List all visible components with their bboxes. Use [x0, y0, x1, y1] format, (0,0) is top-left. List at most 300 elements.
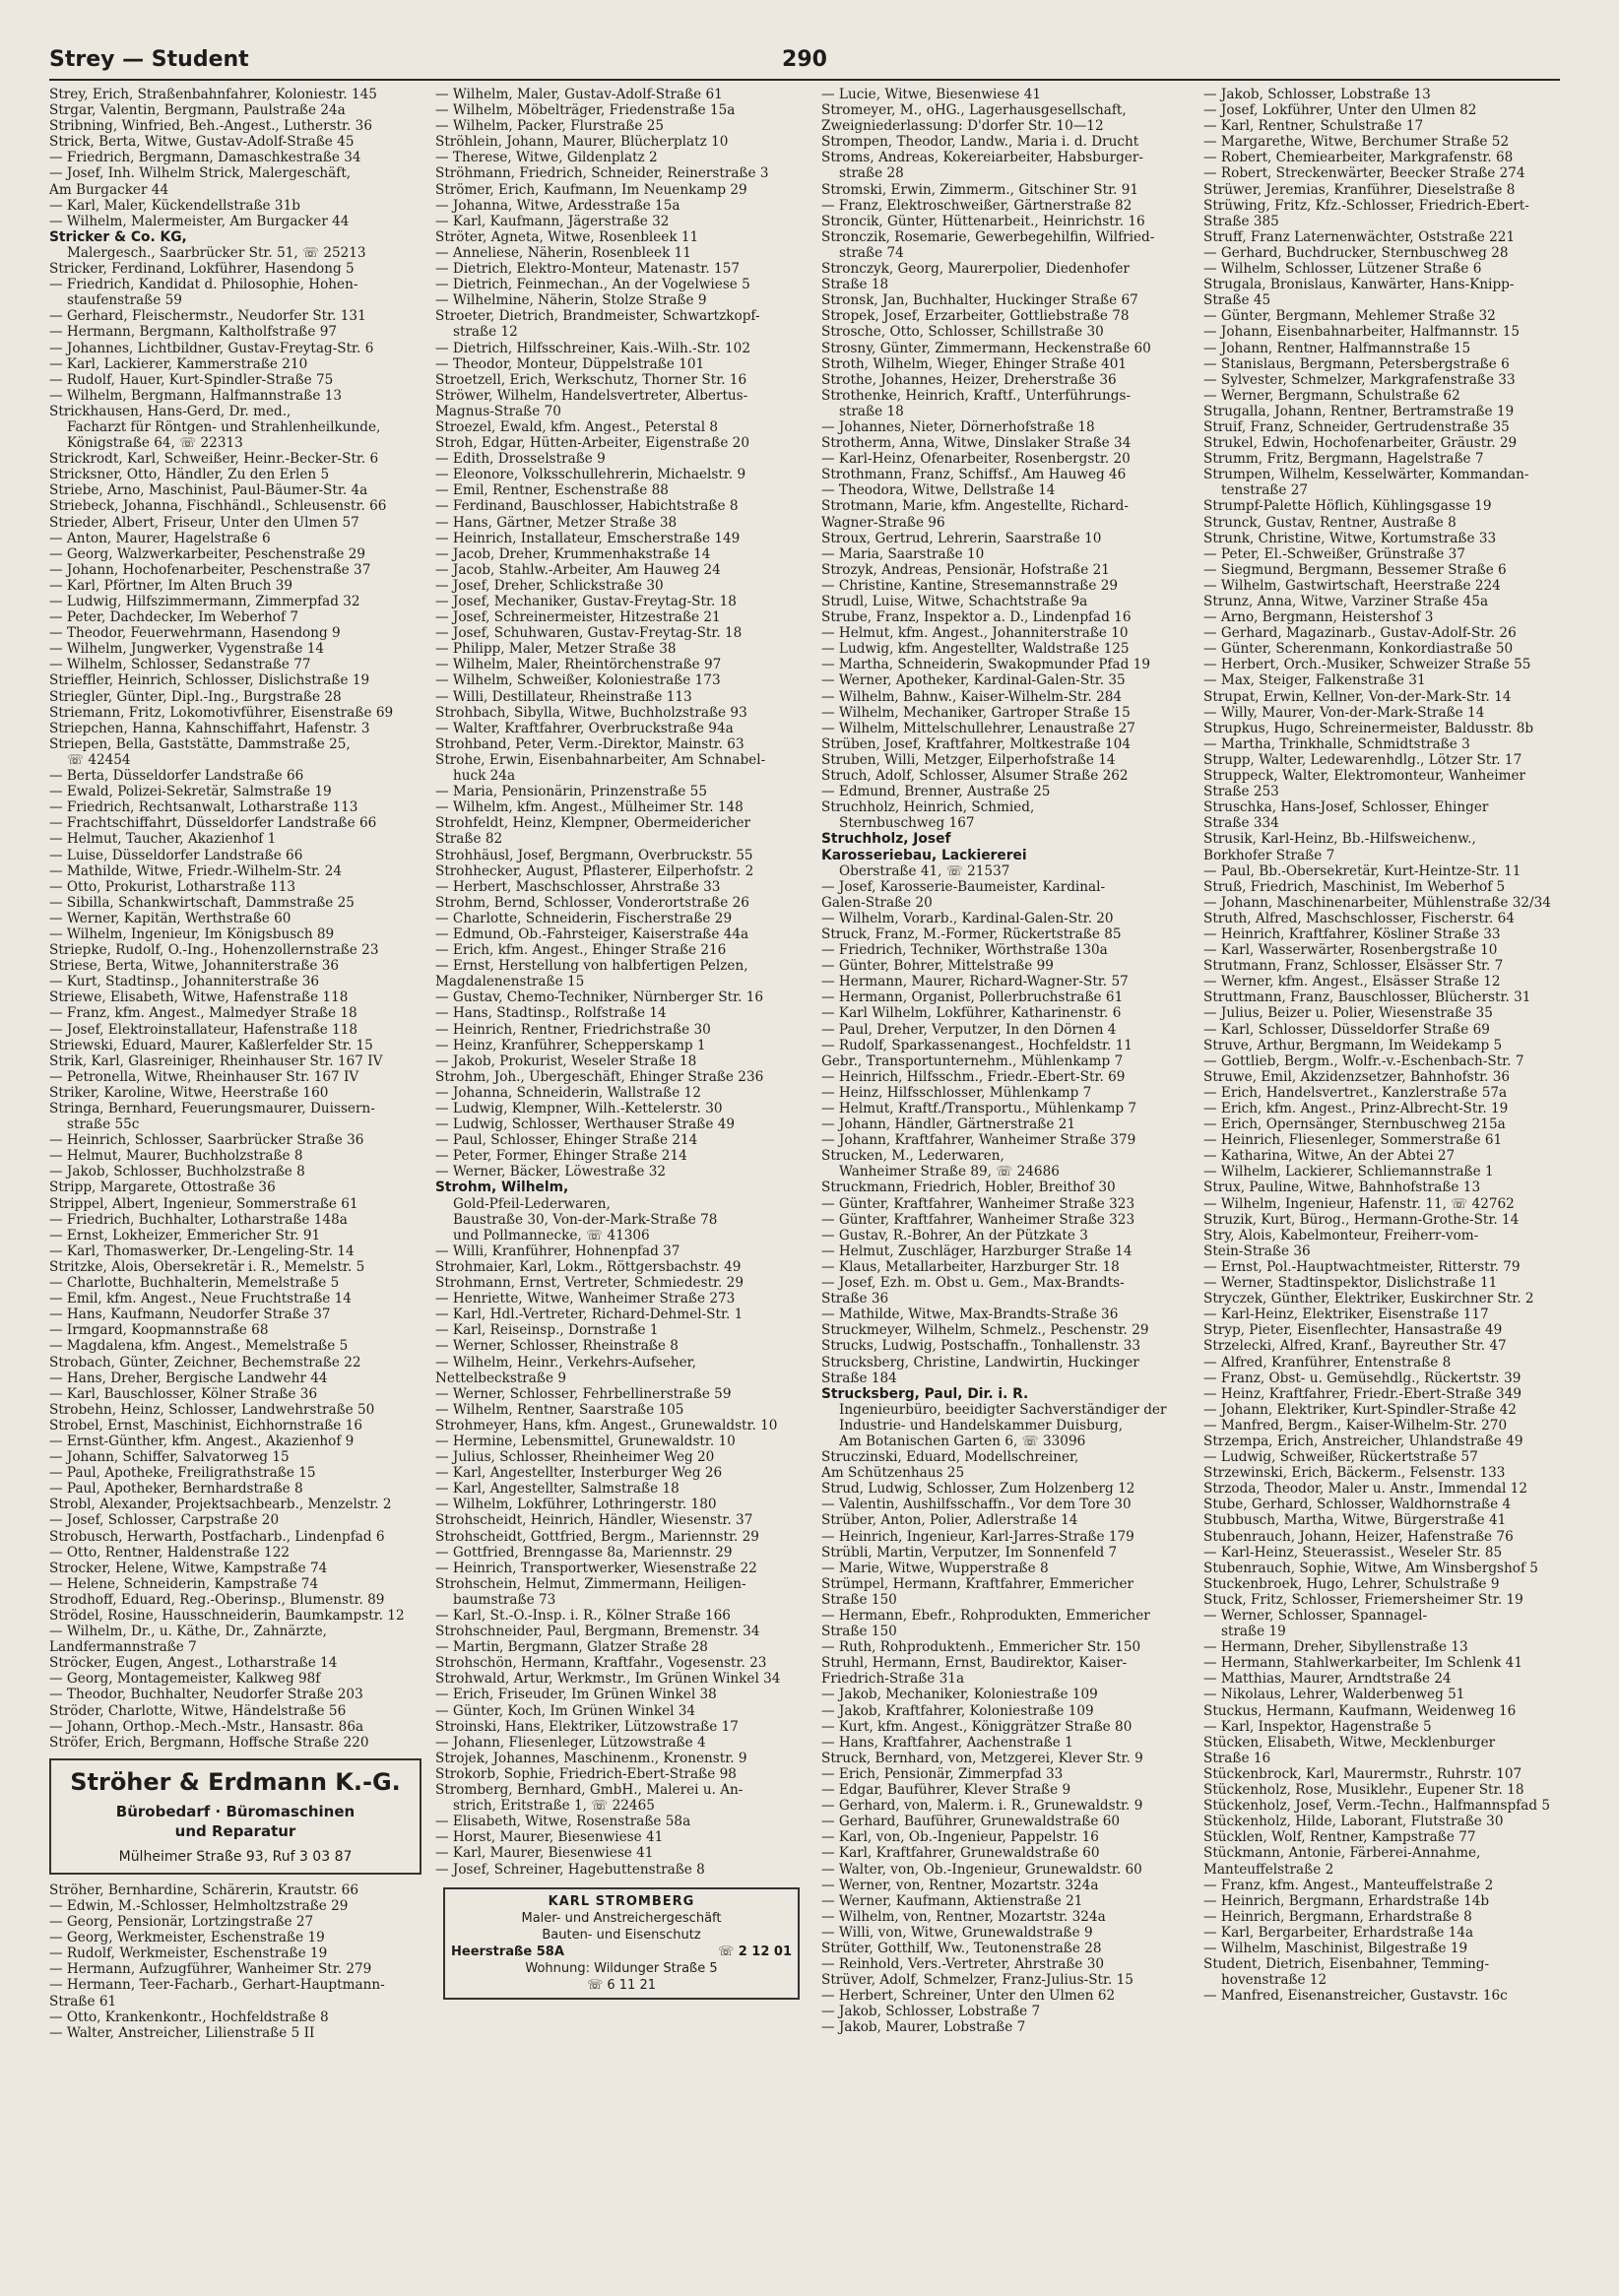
directory-entry: — Paul, Dreher, Verputzer, In den Dörnen 4 [821, 1021, 1117, 1038]
directory-entry: Strothenke, Heinrich, Kraftf., Unterführungs- [821, 387, 1132, 404]
advertisement-stroeher-erdmann [49, 1758, 421, 1875]
ad-row [451, 1944, 792, 1960]
directory-entry: — Heinrich, Schlosser, Saarbrücker Straße 36 [49, 1132, 364, 1149]
directory-entry: — Johannes, Nieter, Dörnerhofstraße 18 [821, 418, 1095, 435]
directory-entry: — Valentin, Aushilfsschaffn., Vor dem Tore 30 [821, 1497, 1132, 1513]
directory-entry: — Werner, Bäcker, Löwestraße 32 [435, 1164, 667, 1180]
directory-entry: Strohhecker, August, Pflasterer, Eilperhofstr. 2 [435, 862, 754, 879]
directory-entry: — Werner, Bergmann, Schulstraße 62 [1203, 387, 1460, 404]
directory-entry: — Wilhelm, von, Rentner, Mozartstr. 324a [821, 1908, 1106, 1925]
directory-entry: Struschka, Hans-Josef, Schlosser, Ehinger [1203, 799, 1489, 816]
directory-entry: Friedrich-Straße 31a [821, 1671, 965, 1688]
column-2 [435, 87, 808, 2282]
directory-entry: — Heinrich, Bergmann, Erhardstraße 8 [1203, 1908, 1472, 1925]
directory-entry: — Heinz, Kraftfahrer, Friedr.-Ebert-Straße 349 [1203, 1385, 1522, 1402]
page-header [49, 45, 1560, 81]
directory-entry: — Jakob, Mechaniker, Koloniestraße 109 [821, 1687, 1098, 1703]
directory-entry: — Theodor, Monteur, Düppelstraße 101 [435, 355, 705, 372]
directory-entry: — Martha, Trinkhalle, Schmidtstraße 3 [1203, 735, 1470, 752]
directory-entry: — Franz, Obst- u. Gemüsehdlg., Rückertstr. 39 [1203, 1370, 1522, 1386]
directory-entry: Strohmeyer, Hans, kfm. Angest., Grunewaldstr. 10 [435, 1417, 778, 1434]
directory-entry: — Otto, Rentner, Haldenstraße 122 [49, 1544, 290, 1561]
directory-entry: — Karl, Bergarbeiter, Erhardstraße 14a [1203, 1924, 1474, 1941]
directory-entry: Striebeck, Johanna, Fischhändl., Schleusenstr. 66 [49, 498, 387, 515]
directory-entry: Strupat, Erwin, Kellner, Von-der-Mark-Str. 14 [1203, 688, 1512, 705]
ad-address: Mülheimer Straße 93, Ruf 3 03 87 [118, 1848, 353, 1865]
directory-entry: — Frachtschiffahrt, Düsseldorfer Landstraße 66 [49, 815, 377, 832]
directory-entry: — Heinrich, Hilfsschm., Friedr.-Ebert-Str. 69 [821, 1068, 1126, 1085]
directory-entry: — Hans, Stadtinsp., Rolfstraße 14 [435, 1005, 667, 1022]
directory-entry: Stropek, Josef, Erzarbeiter, Gottliebstraße 78 [821, 308, 1130, 325]
directory-entry: — Wilhelm, Jungwerker, Vygenstraße 14 [49, 641, 325, 658]
directory-entry: Strumpen, Wilhelm, Kesselwärter, Kommandan- [1203, 467, 1529, 483]
directory-entry: Strosche, Otto, Schlosser, Schillstraße 30 [821, 324, 1104, 341]
directory-entry: — Gustav, Chemo-Techniker, Nürnberger Str. 16 [435, 989, 764, 1006]
directory-entry: — Johann, Schiffer, Salvatorweg 15 [49, 1449, 290, 1466]
directory-entry: — Wilhelm, Ingenieur, Im Königsbusch 89 [49, 925, 335, 942]
directory-entry: — Georg, Montagemeister, Kalkweg 98f [49, 1671, 321, 1688]
directory-entry: Struben, Willi, Metzger, Eilperhofstraße 14 [821, 751, 1116, 768]
directory-entry: — Gottfried, Brenngasse 8a, Mariennstr. 29 [435, 1544, 733, 1561]
directory-entry: Strucks, Ludwig, Postschaffn., Tonhallenstr. 33 [821, 1338, 1141, 1355]
directory-entry: — Ludwig, Schweißer, Rückertstraße 57 [1203, 1449, 1478, 1466]
directory-entry: Struck, Franz, M.-Former, Rückertstraße 85 [821, 925, 1122, 942]
directory-entry: Strube, Franz, Inspektor a. D., Lindenpfad 16 [821, 609, 1132, 626]
directory-entry: Struchholz, Heinrich, Schmied, [821, 799, 1035, 816]
directory-entry: — Philipp, Maler, Metzer Straße 38 [435, 641, 677, 658]
ad-title: KARL STROMBERG [548, 1893, 695, 1909]
directory-entry: Strucksberg, Christine, Landwirtin, Huckinger [821, 1354, 1139, 1371]
directory-entry: — Karl, Kraftfahrer, Grunewaldstraße 60 [821, 1845, 1100, 1862]
directory-entry: — Karl-Heinz, Elektriker, Eisenstraße 117 [1203, 1307, 1489, 1323]
directory-entry: — Emil, Rentner, Eschenstraße 88 [435, 482, 669, 499]
directory-entry: — Wilhelm, Maler, Gustav-Adolf-Straße 61 [435, 87, 723, 102]
directory-entry: — Wilhelm, Vorarb., Kardinal-Galen-Str. 20 [821, 910, 1114, 926]
directory-entry: — Johann, Rentner, Halfmannstraße 15 [1203, 340, 1471, 356]
directory-entry: — Ferdinand, Bauschlosser, Habichtstraße 8 [435, 498, 739, 515]
directory-entry: — Franz, Elektroschweißer, Gärtnerstraße 82 [821, 197, 1133, 214]
directory-entry: Strohscheidt, Heinrich, Händler, Wiesenstr. 37 [435, 1512, 753, 1529]
directory-entry: — Wilhelm, Mittelschullehrer, Lenaustraße 27 [821, 720, 1135, 736]
directory-entry: Strohscheidt, Gottfried, Bergm., Mariennstr. 29 [435, 1528, 759, 1545]
directory-entry: Struczinski, Eduard, Modellschreiner, [821, 1449, 1079, 1466]
directory-entry: straße 74 [839, 244, 904, 261]
directory-entry: Strunk, Christine, Witwe, Kortumstraße 33 [1203, 530, 1497, 546]
directory-entry: — Therese, Witwe, Gildenplatz 2 [435, 150, 658, 166]
directory-entry: Strick, Berta, Witwe, Gustav-Adolf-Straße 45 [49, 134, 355, 151]
ad-line: und Reparatur [174, 1821, 296, 1840]
directory-entry: — Josef, Ezh. m. Obst u. Gem., Max-Brandts- [821, 1275, 1125, 1292]
ad-title: Ströher & Erdmann K.-G. [70, 1767, 401, 1796]
directory-entry: — Edmund, Ob.-Fahrsteiger, Kaiserstraße 44a [435, 925, 749, 942]
directory-entry: Struck, Bernhard, von, Metzgerei, Klever Str. 9 [821, 1750, 1143, 1766]
directory-entry: Strothmann, Franz, Schiffsf., Am Hauweg 46 [821, 467, 1127, 483]
directory-entry: — Walter, Kraftfahrer, Overbruckstraße 94a [435, 720, 734, 736]
directory-entry: — Karl, Hdl.-Vertreter, Richard-Dehmel-Str. 1 [435, 1307, 744, 1323]
directory-entry: straße 19 [1221, 1624, 1286, 1640]
directory-entry: — Georg, Pensionär, Lortzingstraße 27 [49, 1914, 314, 1931]
directory-entry: — Günter, Kraftfahrer, Wanheimer Straße 323 [821, 1211, 1135, 1228]
directory-entry: — Hermann, Dreher, Sibyllenstraße 13 [1203, 1639, 1468, 1656]
directory-entry-heading: Strucksberg, Paul, Dir. i. R. [821, 1385, 1029, 1402]
directory-entry: — Charlotte, Schneiderin, Fischerstraße 29 [435, 910, 733, 926]
directory-entry: — Helmut, Taucher, Akazienhof 1 [49, 831, 277, 848]
directory-entry: — Wilhelm, Dr., u. Käthe, Dr., Zahnärzte, [49, 1624, 327, 1640]
directory-entry: — Martin, Bergmann, Glatzer Straße 28 [435, 1639, 708, 1656]
directory-entry: — Werner, Schlosser, Rheinstraße 8 [435, 1338, 679, 1355]
directory-entry: — Gerhard, Bauführer, Grunewaldstraße 60 [821, 1814, 1121, 1830]
directory-entry: Striese, Berta, Witwe, Johanniterstraße 36 [49, 958, 340, 975]
directory-entry: — Mathilde, Witwe, Friedr.-Wilhelm-Str. 24 [49, 862, 343, 879]
directory-entry: Ströwer, Wilhelm, Handelsvertreter, Albertus- [435, 387, 748, 404]
directory-entry: Stubbusch, Martha, Witwe, Bürgerstraße 41 [1203, 1512, 1507, 1529]
directory-entry: — Heinrich, Fliesenleger, Sommerstraße 61 [1203, 1132, 1503, 1149]
directory-entry: — Dietrich, Elektro-Monteur, Matenastr. 157 [435, 261, 741, 278]
directory-entry: Strüben, Josef, Kraftfahrer, Moltkestraße 104 [821, 735, 1131, 752]
directory-entry: — Arno, Bergmann, Heistershof 3 [1203, 609, 1434, 626]
directory-entry: Wanheimer Straße 89, ☏ 24686 [839, 1164, 1060, 1180]
directory-entry: — Wilhelm, Möbelträger, Friedenstraße 15a [435, 102, 736, 119]
directory-entry: Stückenholz, Rose, Musiklehr., Eupener Str. 18 [1203, 1782, 1524, 1799]
directory-entry: Ströhlein, Johann, Maurer, Blücherplatz 10 [435, 134, 729, 151]
directory-entry: — Erich, Friseuder, Im Grünen Winkel 38 [435, 1687, 717, 1703]
directory-entry: — Karl, Reiseinsp., Dornstraße 1 [435, 1322, 659, 1339]
directory-entry: Stripp, Margarete, Ottostraße 36 [49, 1180, 276, 1196]
directory-entry: Strüver, Adolf, Schmelzer, Franz-Julius-Str. 15 [821, 1972, 1133, 1989]
directory-entry: — Friedrich, Kandidat d. Philosophie, Hohen- [49, 277, 358, 293]
directory-entry: Strokorb, Sophie, Friedrich-Ebert-Straße 98 [435, 1765, 737, 1782]
directory-entry: — Ernst, Pol.-Hauptwachtmeister, Ritterstr. 79 [1203, 1258, 1521, 1275]
directory-entry: — Karl, Bauschlosser, Kölner Straße 36 [49, 1385, 318, 1402]
directory-entry: — Horst, Maurer, Biesenwiese 41 [435, 1829, 664, 1846]
directory-entry: ☏ 42454 [67, 751, 131, 768]
directory-entry: Striker, Karoline, Witwe, Heerstraße 160 [49, 1084, 329, 1101]
directory-entry: — Alfred, Kranführer, Entenstraße 8 [1203, 1354, 1452, 1371]
directory-entry: Strunz, Anna, Witwe, Varziner Straße 45a [1203, 594, 1489, 609]
directory-entry: Stubenrauch, Sophie, Witwe, Am Winsbergshof 5 [1203, 1560, 1538, 1576]
directory-entry: Strocker, Helene, Witwe, Kampstraße 74 [49, 1560, 328, 1576]
directory-entry: — Dietrich, Hilfsschreiner, Kais.-Wilh.-Str. 102 [435, 340, 750, 356]
directory-entry: Stücken, Elisabeth, Witwe, Mecklenburger [1203, 1734, 1496, 1751]
directory-entry: Ströhmann, Friedrich, Schneider, Reinerstraße 3 [435, 165, 769, 182]
directory-entry: — Heinrich, Kraftfahrer, Kösliner Straße 33 [1203, 925, 1501, 942]
directory-entry: Stroeter, Dietrich, Brandmeister, Schwartzkopf- [435, 308, 760, 325]
directory-entry: — Josef, Dreher, Schlickstraße 30 [435, 577, 664, 594]
directory-entry: — Erich, Opernsänger, Sternbuschweg 215a [1203, 1116, 1506, 1133]
directory-entry: Am Schützenhaus 25 [821, 1465, 965, 1482]
directory-entry: Strüwing, Fritz, Kfz.-Schlosser, Friedrich-Ebert- [1203, 197, 1529, 214]
directory-entry: — Karl, Pförtner, Im Alten Bruch 39 [49, 577, 292, 594]
directory-entry: straße 28 [839, 165, 904, 182]
directory-entry: Straße 18 [821, 277, 889, 293]
directory-entry: — Johann, Elektriker, Kurt-Spindler-Straße 42 [1203, 1401, 1517, 1418]
directory-entry: — Heinrich, Ingenieur, Karl-Jarres-Straße 179 [821, 1528, 1134, 1545]
directory-entry: tenstraße 27 [1221, 482, 1309, 499]
directory-entry: — Ludwig, kfm. Angestellter, Waldstraße 125 [821, 641, 1130, 658]
directory-entry: — Karl, Wasserwärter, Rosenbergstraße 10 [1203, 942, 1498, 959]
directory-entry: — Josef, Lokführer, Unter den Ulmen 82 [1203, 102, 1477, 119]
directory-entry: — Werner, Schlosser, Spannagel- [1203, 1608, 1428, 1624]
directory-entry: — Gottlieb, Bergm., Wolfr.-v.-Eschenbach-Str. 7 [1203, 1052, 1524, 1069]
directory-entry: Struckmann, Friedrich, Hobler, Breithof 30 [821, 1180, 1116, 1196]
directory-entry: — Friedrich, Buchhalter, Lotharstraße 148a [49, 1211, 348, 1228]
directory-entry: Strik, Karl, Glasreiniger, Rheinhauser Str. 167 IV [49, 1052, 383, 1069]
directory-entry: — Helmut, Zuschläger, Harzburger Straße 14 [821, 1243, 1133, 1259]
directory-entry: — Wilhelm, Bergmann, Halfmannstraße 13 [49, 387, 343, 404]
directory-entry: Stronczik, Rosemarie, Gewerbegehilfin, Wilfried- [821, 228, 1155, 245]
directory-entry: — Hermann, Aufzugführer, Wanheimer Str. 279 [49, 1961, 372, 1978]
directory-entry: Striebe, Arno, Maschinist, Paul-Bäumer-Str. 4a [49, 482, 368, 499]
directory-entry: — Wilhelm, Schlosser, Lützener Straße 6 [1203, 261, 1482, 278]
directory-entry: Straße 385 [1203, 213, 1279, 229]
directory-entry: Stückenholz, Josef, Verm.-Techn., Halfmannspfad 5 [1203, 1798, 1551, 1815]
directory-entry: — Willi, von, Witwe, Grunewaldstraße 9 [821, 1924, 1093, 1941]
directory-entry: — Hans, Kaufmann, Neudorfer Straße 37 [49, 1307, 331, 1323]
directory-entry: — Kurt, Stadtinsp., Johanniterstraße 36 [49, 974, 320, 990]
directory-entry: Magdalenenstraße 15 [435, 974, 585, 990]
directory-entry: — Dietrich, Feinmechan., An der Vogelwiese 5 [435, 277, 750, 293]
directory-entry: — Manfred, Bergm., Kaiser-Wilhelm-Str. 270 [1203, 1417, 1508, 1434]
directory-entry: — Otto, Krankenkontr., Hochfeldstraße 8 [49, 2009, 329, 2025]
directory-entry: — Wilhelm, Heinr., Verkehrs-Aufseher, [435, 1354, 696, 1371]
directory-entry: — Wilhelm, Maler, Rheintörchenstraße 97 [435, 657, 722, 673]
directory-entry: — Josef, Schreinermeister, Hitzestraße 21 [435, 609, 721, 626]
directory-entry: — Nikolaus, Lehrer, Walderbenweg 51 [1203, 1687, 1465, 1703]
directory-entry: — Henriette, Witwe, Wanheimer Straße 273 [435, 1291, 736, 1307]
directory-entry: — Johannes, Lichtbildner, Gustav-Freytag-Str. 6 [49, 340, 374, 356]
directory-entry: — Hermann, Ebefr., Rohprodukten, Emmericher [821, 1608, 1150, 1624]
directory-entry: Strucken, M., Lederwaren, [821, 1148, 1004, 1165]
directory-entry: Stroncik, Günter, Hüttenarbeit., Heinrichstr. 16 [821, 213, 1145, 229]
directory-entry: Stroetzell, Erich, Werkschutz, Thorner Str. 16 [435, 371, 747, 388]
directory-entry: — Emil, kfm. Angest., Neue Fruchtstraße 14 [49, 1291, 352, 1307]
directory-entry: — Paul, Apotheker, Bernhardstraße 8 [49, 1481, 303, 1498]
directory-entry: Magnus-Straße 70 [435, 403, 561, 419]
directory-entry: Stry, Alois, Kabelmonteur, Freiherr-vom- [1203, 1227, 1479, 1244]
directory-entry: Am Burgacker 44 [49, 181, 169, 198]
directory-entry: Wagner-Straße 96 [821, 514, 945, 531]
directory-entry: Strohbach, Sibylla, Witwe, Buchholzstraße 93 [435, 704, 747, 721]
directory-entry: Strugala, Bronislaus, Kanwärter, Hans-Knipp- [1203, 277, 1515, 293]
directory-entry: Ströder, Charlotte, Witwe, Händelstraße 56 [49, 1702, 347, 1719]
directory-entry: Stronczyk, Georg, Maurerpolier, Diedenhofer [821, 261, 1130, 278]
directory-entry: Stryczek, Günther, Elektriker, Euskirchner Str. 2 [1203, 1291, 1534, 1307]
directory-entry: Strupp, Walter, Ledewarenhdlg., Lötzer Str. 17 [1203, 751, 1522, 768]
directory-entry: — Herbert, Orch.-Musiker, Schweizer Straße 55 [1203, 657, 1531, 673]
directory-entry: Ströfer, Erich, Bergmann, Hoffsche Straße 220 [49, 1734, 369, 1751]
directory-entry: — Anneliese, Näherin, Rosenbleek 11 [435, 244, 691, 261]
directory-entry: — Karl, Rentner, Schulstraße 17 [1203, 118, 1424, 135]
directory-entry: — Josef, Karosserie-Baumeister, Kardinal- [821, 878, 1106, 895]
directory-entry: Strobehn, Heinz, Schlosser, Landwehrstraße 50 [49, 1401, 375, 1418]
directory-entry: Strohschneider, Paul, Bergmann, Bremenstr. 34 [435, 1624, 760, 1640]
directory-entry: Stroux, Gertrud, Lehrerin, Saarstraße 10 [821, 530, 1102, 546]
directory-entry: Industrie- und Handelskammer Duisburg, [839, 1417, 1124, 1434]
directory-entry: — Peter, Former, Ehinger Straße 214 [435, 1148, 687, 1165]
directory-entry: Strudl, Luise, Witwe, Schachtstraße 9a [821, 594, 1088, 609]
directory-entry: — Franz, kfm. Angest., Manteuffelstraße 2 [1203, 1877, 1494, 1893]
running-head: Strey — Student [49, 47, 249, 72]
directory-entry: — Ewald, Polizei-Sekretär, Salmstraße 19 [49, 784, 332, 800]
directory-entry: — Wilhelm, kfm. Angest., Mülheimer Str. 148 [435, 799, 744, 816]
directory-entry: — Hermann, Maurer, Richard-Wagner-Str. 57 [821, 974, 1129, 990]
directory-entry: Strupkus, Hugo, Schreinermeister, Baldusstr. 8b [1203, 720, 1534, 736]
directory-entry: — Edmund, Brenner, Austraße 25 [821, 784, 1051, 800]
directory-entry: — Josef, Inh. Wilhelm Strick, Malergeschäft, [49, 165, 352, 182]
directory-entry: — Karl, Kaufmann, Jägerstraße 32 [435, 213, 670, 229]
directory-entry: Borkhofer Straße 7 [1203, 847, 1335, 863]
directory-entry: Ströher, Bernhardine, Schärerin, Krautstr. 66 [49, 1881, 358, 1898]
directory-entry: Straße 61 [49, 1993, 117, 2009]
directory-entry: — Anton, Maurer, Hagelstraße 6 [49, 530, 271, 546]
directory-entry: Struve, Arthur, Bergmann, Im Weidekamp 5 [1203, 1037, 1503, 1053]
directory-entry: — Siegmund, Bergmann, Bessemer Straße 6 [1203, 561, 1507, 578]
directory-entry: Malergesch., Saarbrücker Str. 51, ☏ 25213 [67, 244, 366, 261]
directory-entry: — Jakob, Kraftfahrer, Koloniestraße 109 [821, 1702, 1094, 1719]
directory-entry: — Wilhelm, Schweißer, Koloniestraße 173 [435, 672, 721, 689]
directory-entry: — Willi, Destillateur, Rheinstraße 113 [435, 688, 692, 705]
directory-entry: Straße 184 [821, 1370, 897, 1386]
directory-entry: — Robert, Chemiearbeiter, Markgrafenstr. 68 [1203, 150, 1514, 166]
directory-entry: — Paul, Schlosser, Ehinger Straße 214 [435, 1132, 698, 1149]
ad-line: Maler- und Anstreichergeschäft [521, 1910, 722, 1926]
directory-entry: — Wilhelm, Packer, Flurstraße 25 [435, 118, 665, 135]
directory-entry: — Hermann, Bergmann, Kaltholfstraße 97 [49, 324, 338, 341]
directory-entry: Strgar, Valentin, Bergmann, Paulstraße 24a [49, 102, 346, 119]
directory-entry: — Irmgard, Koopmannstraße 68 [49, 1322, 269, 1339]
directory-entry: Stroh, Edgar, Hütten-Arbeiter, Eigenstraße 20 [435, 435, 749, 452]
directory-entry: — Margarethe, Witwe, Berchumer Straße 52 [1203, 134, 1510, 151]
directory-entry: — Karl, Angestellter, Insterburger Weg 26 [435, 1465, 723, 1482]
directory-entry: Zweigniederlassung: D'dorfer Str. 10—12 [821, 118, 1104, 135]
directory-entry: Stube, Gerhard, Schlosser, Waldhornstraße 4 [1203, 1497, 1512, 1513]
directory-entry: — Ernst-Günther, kfm. Angest., Akazienhof 9 [49, 1433, 355, 1449]
directory-entry: — Helmut, kfm. Angest., Johanniterstraße 10 [821, 625, 1129, 642]
directory-entry: — Wilhelm, Malermeister, Am Burgacker 44 [49, 213, 350, 229]
directory-entry: — Sibilla, Schankwirtschaft, Dammstraße 25 [49, 894, 355, 911]
directory-entry: Struß, Friedrich, Maschinist, Im Weberhof 5 [1203, 878, 1506, 895]
directory-entry: und Pollmannecke, ☏ 41306 [453, 1227, 650, 1244]
directory-entry: Straße 45 [1203, 292, 1271, 309]
directory-entry: — Karl-Heinz, Steuerassist., Weseler Str. 85 [1203, 1544, 1503, 1561]
directory-entry: — Jacob, Dreher, Krummenhakstraße 14 [435, 545, 711, 562]
directory-entry: straße 55c [67, 1116, 140, 1133]
directory-entry: — Wilhelm, Maschinist, Bilgestraße 19 [1203, 1940, 1468, 1956]
directory-entry: — Jakob, Schlosser, Lobstraße 7 [821, 2004, 1041, 2020]
directory-entry: — Charlotte, Buchhalterin, Memelstraße 5 [49, 1275, 340, 1292]
directory-entry: — Paul, Bb.-Obersekretär, Kurt-Heintze-Str. 11 [1203, 862, 1522, 879]
directory-entry: Strotherm, Anna, Witwe, Dinslaker Straße 34 [821, 435, 1132, 452]
directory-entry: Galen-Straße 20 [821, 894, 933, 911]
directory-entry: Strohhäusl, Josef, Bergmann, Overbruckstr. 55 [435, 847, 753, 863]
directory-entry: — Herbert, Schreiner, Unter den Ulmen 62 [821, 1988, 1116, 2005]
directory-entry: Gebr., Transportunternehm., Mühlenkamp 7 [821, 1052, 1124, 1069]
directory-entry: — Karl, Maurer, Biesenwiese 41 [435, 1845, 654, 1862]
directory-entry: huck 24a [453, 768, 516, 785]
directory-entry: — Josef, Schuhwaren, Gustav-Freytag-Str. 18 [435, 625, 743, 642]
page-number: 290 [782, 47, 827, 72]
directory-entry: — Reinhold, Vers.-Vertreter, Ahrstraße 30 [821, 1956, 1105, 1973]
directory-entry: Strickrodt, Karl, Schweißer, Heinr.-Becker-Str. 6 [49, 451, 379, 468]
directory-entry: — Sylvester, Schmelzer, Markgrafenstraße 33 [1203, 371, 1516, 388]
directory-entry: Strosny, Günter, Zimmermann, Heckenstraße 60 [821, 340, 1151, 356]
directory-entry: — Klaus, Metallarbeiter, Harzburger Str. 18 [821, 1258, 1120, 1275]
directory-entry: — Herbert, Maschschlosser, Ahrstraße 33 [435, 878, 721, 895]
directory-entry: Stronsk, Jan, Buchhalter, Huckinger Straße 67 [821, 292, 1138, 309]
directory-entry: Stückmann, Antonie, Färberei-Annahme, [1203, 1845, 1481, 1862]
directory-entry: Stücklen, Wolf, Rentner, Kampstraße 77 [1203, 1829, 1476, 1846]
directory-entry: — Jakob, Prokurist, Weseler Straße 18 [435, 1052, 697, 1069]
directory-entry: Strzoda, Theodor, Maler u. Anstr., Immendal 12 [1203, 1481, 1527, 1498]
directory-entry: — Josef, Mechaniker, Gustav-Freytag-Str. 18 [435, 594, 737, 609]
directory-entry: Striegler, Günter, Dipl.-Ing., Burgstraße 28 [49, 688, 342, 705]
directory-entry: — Wilhelm, Lackierer, Schliemannstraße 1 [1203, 1164, 1494, 1180]
directory-entry: — Heinrich, Bergmann, Erhardstraße 14b [1203, 1892, 1490, 1909]
directory-entry: — Johann, Fliesenleger, Lützowstraße 4 [435, 1734, 706, 1751]
directory-entry: — Peter, El.-Schweißer, Grünstraße 37 [1203, 545, 1465, 562]
directory-entry: — Wilhelm, Lokführer, Lothringerstr. 180 [435, 1497, 717, 1513]
directory-entry: — Johann, Händler, Gärtnerstraße 21 [821, 1116, 1076, 1133]
ad-line: Bürobedarf · Büromaschinen [115, 1802, 356, 1820]
directory-entry-heading: Stricker & Co. KG, [49, 228, 187, 245]
directory-entry: Striemann, Fritz, Lokomotivführer, Eisenstraße 69 [49, 704, 394, 721]
directory-entry: — Heinrich, Installateur, Emscherstraße 149 [435, 530, 741, 546]
directory-entry: Strodhoff, Eduard, Reg.-Oberinsp., Blumenstr. 89 [49, 1591, 385, 1608]
directory-entry: — Johann, Eisenbahnarbeiter, Halfmannstr. 15 [1203, 324, 1520, 341]
directory-entry: Striewski, Eduard, Maurer, Kaßlerfelder Str. 15 [49, 1037, 373, 1053]
directory-entry: Ingenieurbüro, beeidigter Sachverständiger der [839, 1401, 1167, 1418]
directory-entry: — Erich, kfm. Angest., Prinz-Albrecht-Str. 19 [1203, 1101, 1509, 1116]
directory-entry: Strutmann, Franz, Schlosser, Elsässer Str. 7 [1203, 958, 1504, 975]
directory-entry: — Helmut, Maurer, Buchholzstraße 8 [49, 1148, 303, 1165]
directory-entry: Struckmeyer, Wilhelm, Schmelz., Peschenstr. 29 [821, 1322, 1149, 1339]
directory-entry: Manteuffelstraße 2 [1203, 1861, 1334, 1878]
directory-entry: — Gerhard, von, Malerm. i. R., Grunewaldstr. 9 [821, 1798, 1143, 1815]
directory-entry: Facharzt für Röntgen- und Strahlenheilkunde, [67, 418, 381, 435]
directory-entry: — Wilhelm, Schlosser, Sedanstraße 77 [49, 657, 311, 673]
directory-entry: — Franz, kfm. Angest., Malmedyer Straße 18 [49, 1005, 357, 1022]
directory-entry: Baustraße 30, Von-der-Mark-Straße 78 [453, 1211, 718, 1228]
directory-entry: Stribning, Winfried, Beh.-Angest., Lutherstr. 36 [49, 118, 372, 135]
directory-entry: Strippel, Albert, Ingenieur, Sommerstraße 61 [49, 1195, 358, 1212]
directory-entry: Striepchen, Hanna, Kahnschiffahrt, Hafenstr. 3 [49, 720, 370, 736]
directory-entry: Strunck, Gustav, Rentner, Austraße 8 [1203, 514, 1457, 531]
directory-entry: — Jacob, Stahlw.-Arbeiter, Am Hauweg 24 [435, 561, 721, 578]
directory-entry: Stricksner, Otto, Händler, Zu den Erlen 5 [49, 467, 330, 483]
directory-entry: — Eleonore, Volksschullehrerin, Michaelstr. 9 [435, 467, 746, 483]
directory-entry: — Wilhelm, Gastwirtschaft, Heerstraße 224 [1203, 577, 1501, 594]
directory-entry: — Berta, Düsseldorfer Landstraße 66 [49, 768, 304, 785]
directory-entry: Strüter, Gotthilf, Ww., Teutonenstraße 28 [821, 1940, 1102, 1956]
directory-entry: — Maria, Pensionärin, Prinzenstraße 55 [435, 784, 707, 800]
directory-entry: — Ruth, Rohproduktenh., Emmericher Str. 150 [821, 1639, 1141, 1656]
directory-entry: hovenstraße 12 [1221, 1972, 1328, 1989]
directory-entry: — Helmut, Kraftf./Transportu., Mühlenkamp 7 [821, 1101, 1137, 1116]
directory-entry: — Johann, Hochofenarbeiter, Peschenstraße 37 [49, 561, 371, 578]
directory-entry: Strohmaier, Karl, Lokm., Röttgersbachstr. 49 [435, 1258, 742, 1275]
directory-entry: baumstraße 73 [453, 1591, 556, 1608]
directory-entry: — Karl, von, Ob.-Ingenieur, Pappelstr. 16 [821, 1829, 1099, 1846]
directory-entry: — Georg, Werkmeister, Eschenstraße 19 [49, 1930, 325, 1946]
directory-entry: Striepke, Rudolf, O.-Ing., Hohenzollernstraße 23 [49, 942, 379, 959]
directory-entry: Strojek, Johannes, Maschinenm., Kronenstr. 9 [435, 1750, 747, 1766]
directory-entry: Strömer, Erich, Kaufmann, Im Neuenkamp 29 [435, 181, 747, 198]
directory-entry: Stroth, Wilhelm, Wieger, Ehinger Straße 401 [821, 355, 1128, 372]
directory-entry: Struwe, Emil, Akzidenzsetzer, Bahnhofstr. 36 [1203, 1068, 1511, 1085]
directory-entry: — Erich, Pensionär, Zimmerpfad 33 [821, 1765, 1064, 1782]
column-3 [821, 87, 1194, 2282]
directory-entry: — Theodora, Witwe, Dellstraße 14 [821, 482, 1056, 499]
